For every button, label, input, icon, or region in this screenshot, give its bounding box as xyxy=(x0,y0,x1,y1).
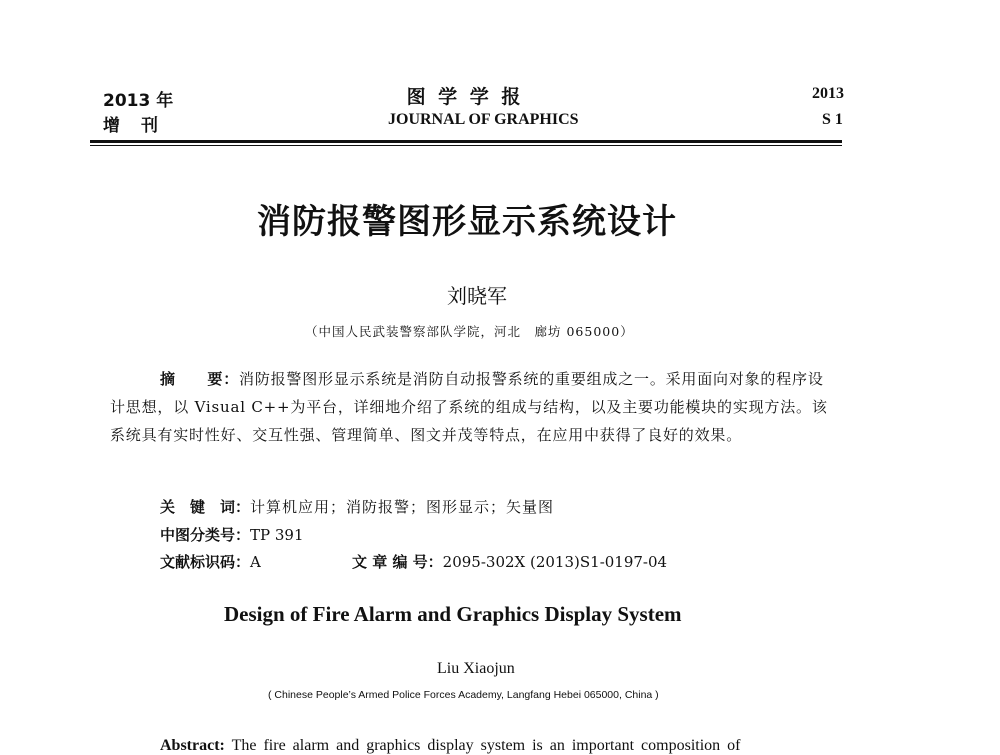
header-issue-en: S 1 xyxy=(822,111,843,128)
article-number-value: 2095-302X (2013)S1-0197-04 xyxy=(442,553,668,571)
clc-value: TP 391 xyxy=(250,526,304,544)
header-year-cn: 2013 年 xyxy=(103,91,174,111)
author-cn: 刘晓军 xyxy=(447,284,507,308)
keywords-value: 计算机应用；消防报警；图形显示；矢量图 xyxy=(250,498,555,516)
abstract-text-en: The fire alarm and graphics display system is an important composition of xyxy=(231,737,741,754)
header-issue-cn: 增 刊 xyxy=(103,116,160,136)
keywords-line xyxy=(160,496,554,517)
clc-label: 中图分类号： xyxy=(160,526,251,544)
article-title-cn: 消防报警图形显示系统设计 xyxy=(257,202,677,242)
clc-line xyxy=(160,524,304,545)
author-en: Liu Xiaojun xyxy=(437,660,515,677)
abstract-label-en: Abstract: xyxy=(160,737,225,754)
header-rule-thin xyxy=(90,145,842,146)
abstract-en xyxy=(160,737,740,755)
article-title-en: Design of Fire Alarm and Graphics Display System xyxy=(224,602,682,626)
abstract-text-cn: 消防报警图形显示系统是消防自动报警系统的重要组成之一。采用面向对象的程序设计思想，以 Visual C++为平台，详细地介绍了系统的组成与结构，以及主要功能模块的实现方法。该系统具有实时性好、交互性强、管理简单、图文并茂等特点，在应用中获得了良好的效果。 xyxy=(110,370,828,444)
keywords-label: 关 键 词： xyxy=(160,498,251,516)
doc-code-value: A xyxy=(250,553,261,571)
article-number-line xyxy=(352,551,667,572)
header-rule-thick xyxy=(90,140,842,143)
abstract-cn xyxy=(110,365,830,449)
doc-code-line xyxy=(160,551,261,572)
affiliation-en: ( Chinese People’s Armed Police Forces Academy, Langfang Hebei 065000, China ) xyxy=(268,689,659,701)
doc-code-label: 文献标识码： xyxy=(160,553,251,571)
abstract-label-cn: 摘 要： xyxy=(160,370,240,388)
journal-name-en: JOURNAL OF GRAPHICS xyxy=(388,111,579,128)
header-year-en: 2013 xyxy=(812,85,844,102)
article-number-label: 文 章 编 号： xyxy=(352,553,443,571)
affiliation-cn: （中国人民武装警察部队学院，河北 廊坊 065000） xyxy=(305,324,634,339)
journal-name-cn: 图 学 学 报 xyxy=(406,86,524,108)
